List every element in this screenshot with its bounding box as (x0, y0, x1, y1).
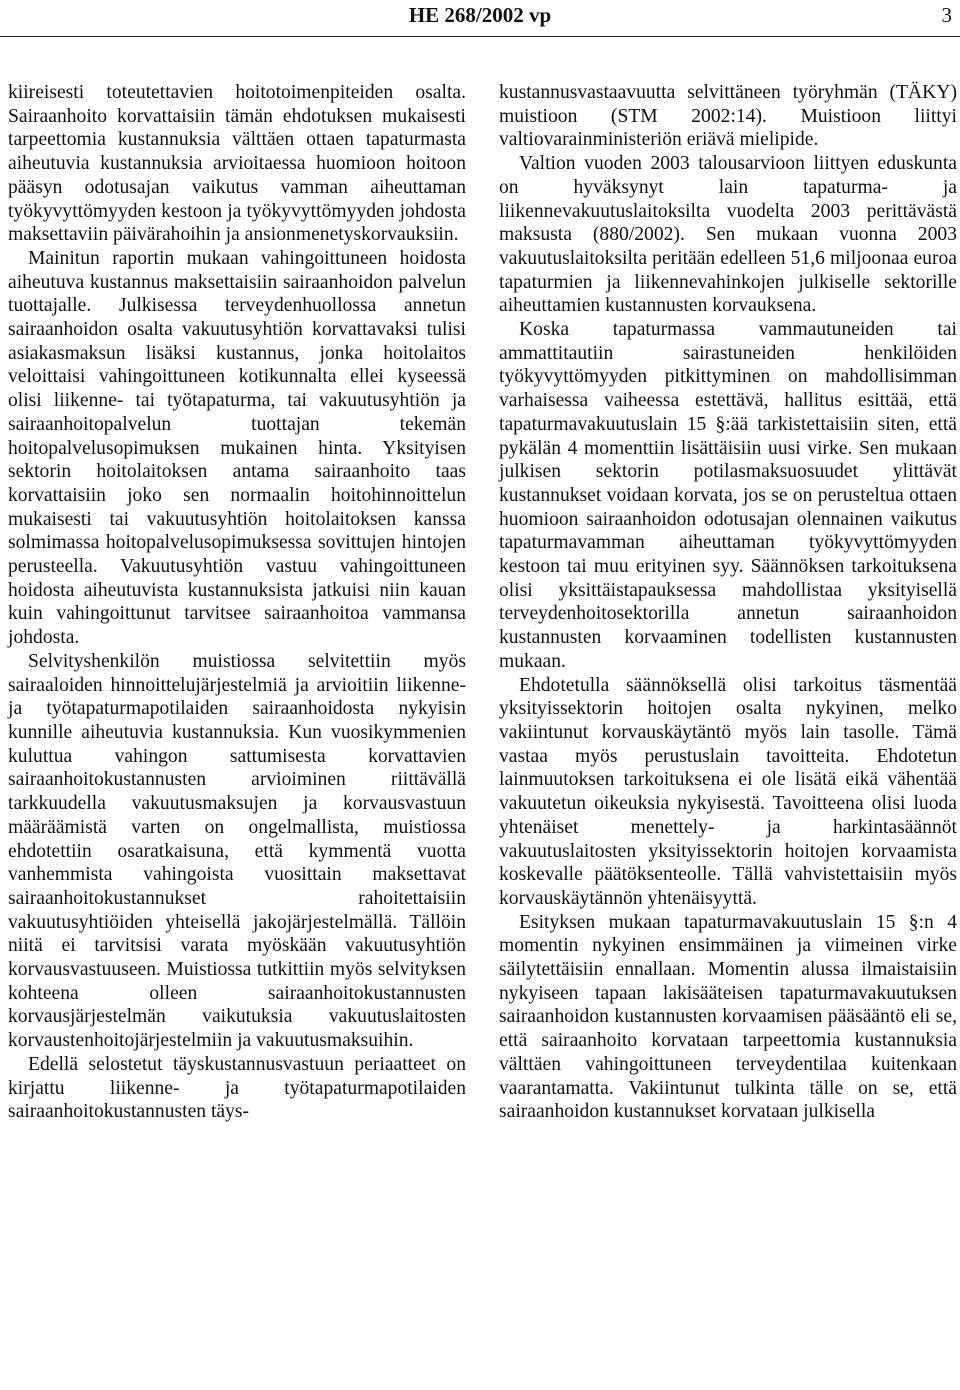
page-number: 3 (941, 3, 952, 27)
paragraph: Mainitun raportin mukaan vahingoittuneen hoidosta aiheutuva kustannus maksettaisiin sairaanhoidon palvelun tuottajalle. Julkisessa terveydenhuollossa annetun sairaanhoidon osalta vakuutusyhtiön korvattavaksi tulisi asiakasmaksun lisäksi kustannus, jonka hoitolaitos veloittaisi vahingoittuneen kotikunnalta ellei kyseessä olisi liikenne- tai työtapaturma, tai vakuutusyhtiön ja sairaanhoitopalvelun tuottajan tekemän hoitopalvelusopimuksen mukainen hinta. Yksityisen sektorin hoitolaitoksen antama sairaanhoito taas korvattaisiin joko sen normaalin hoitohinnoittelun mukaisesti tai vakuutusyhtiön hoitolaitoksen kanssa solmimassa hoitopalvelusopimuksessa sovittujen hintojen perusteella. Vakuutusyhtiön vastuu vahingoittuneen hoidosta aiheutuvista kustannuksista jatkuisi niin kauan kuin vahingoittunut tarvitsee sairaanhoitoa vammansa johdosta. (8, 247, 466, 649)
left-column (8, 81, 466, 1124)
page-header (0, 0, 960, 40)
document-identifier: HE 268/2002 vp (408, 3, 552, 27)
paragraph: Koska tapaturmassa vammautuneiden tai ammattitautiin sairastuneiden henkilöiden työkyvyttömyyden pitkittyminen on mahdollisimman varhaisessa vaiheessa estettävä, hallitus esittää, että tapaturmavakuutuslain 15 §:ää tarkistettaisiin siten, että pykälän 4 momenttiin lisättäisiin uusi virke. Sen mukaan julkisen sektorin potilasmaksuosuudet ylittävät kustannukset voidaan korvata, jos se on perusteltua ottaen huomioon sairaanhoidon odotusajan olennainen vaikutus tapaturmavamman aiheuttaman työkyvyttömyyden kestoon tai muu erityinen syy. Säännöksen tarkoituksena olisi yksittäistapauksessa mahdollistaa yksityisellä terveydenhoitosektorilla annetun sairaanhoidon kustannusten korvaaminen todellisten kustannusten mukaan. (499, 319, 957, 672)
paragraph: Valtion vuoden 2003 talousarvioon liittyen eduskunta on hyväksynyt lain tapaturma- ja liikennevakuutuslaitoksilta vuodelta 2003 perittävästä maksusta (880/2002). Sen mukaan vuonna 2003 vakuutuslaitoksilta peritään edelleen 51,6 miljoonaa euroa tapaturmien ja liikennevahinkojen julkiselle sektorille aiheuttamien kustannusten korvauksena. (499, 153, 957, 317)
paragraph: Selvityshenkilön muistiossa selvitettiin myös sairaaloiden hinnoittelujärjestelmiä ja arvioitiin liikenne- ja työtapaturmapotilaiden sairaanhoidosta nykyisin kunnille aiheutuvia kustannuksia. Kun vuosikymmenien kuluttua vahingon sattumisesta korvattavien sairaanhoitokustannusten arvioiminen riittävällä tarkkuudella vakuutusmaksujen ja korvausvastuun määräämistä varten on ongelmallista, muistiossa ehdotettiin osaratkaisuna, että kymmentä vuotta vanhemmista vahingoista vuosittain maksettavat sairaanhoitokustannukset rahoitettaisiin vakuutusyhtiöiden yhteisellä jakojärjestelmällä. Tällöin niitä ei tarvitsisi varata myöskään vakuutusyhtiön korvausvastuuseen. Muistiossa tutkittiin myös selvityksen kohteena olleen sairaanhoitokustannusten korvausjärjestelmän vaikutuksia vakuutuslaitosten korvaustenhoitojärjestelmiin ja vakuutusmaksuihin. (8, 650, 466, 1052)
paragraph: Edellä selostetut täyskustannusvastuun periaatteet on kirjattu liikenne- ja työtapaturmapotilaiden sairaanhoitokustannusten täys- (8, 1053, 466, 1123)
paragraph: Ehdotetulla säännöksellä olisi tarkoitus täsmentää yksityissektorin hoitojen osalta nykyinen, melko vakiintunut korvauskäytäntö myös lain tasolle. Tämä vastaa myös perustuslain tavoitteita. Ehdotetun lainmuutoksen tarkoituksena ei ole lisätä eikä vähentää vakuutetun oikeuksia nykyisestä. Tavoitteena olisi luoda yhtenäiset menettely- ja harkintasäännöt vakuutuslaitosten yksityissektorin hoitojen korvaamista koskevalle päätöksenteolle. Tällä vahvistettaisiin myös korvauskäytännön yhtenäisyyttä. (499, 674, 957, 909)
paragraph: Esityksen mukaan tapaturmavakuutuslain 15 §:n 4 momentin nykyinen ensimmäinen ja viimeinen virke säilytettäisiin ennallaan. Momentin alussa ilmaistaisiin nykyiseen tapaan lakisääteisen tapaturmavakuutuksen sairaanhoidon kustannusten korvaamisen pääsääntö eli se, että sairaanhoito korvataan tarpeettomia kustannuksia välttäen vahingoittuneen terveydentilaa kuitenkaan vaarantamatta. Vakiintunut tulkinta tälle on se, että sairaanhoidon kustannukset korvataan julkisella (499, 911, 957, 1123)
paragraph: kiireisesti toteutettavien hoitotoimenpiteiden osalta. Sairaanhoito korvattaisiin tämän ehdotuksen mukaisesti tarpeettomia kustannuksia välttäen ottaen tapaturmasta aiheutuvia kustannuksia arvioitaessa huomioon hoitoon pääsyn odotusajan vaikutus vamman aiheuttaman työkyvyttömyyden kestoon ja työkyvyttömyyden johdosta maksettaviin päivärahoihin ja ansionmenetyskorvauksiin. (8, 82, 466, 246)
right-column (499, 81, 957, 1124)
header-divider (0, 36, 960, 37)
paragraph: kustannusvastaavuutta selvittäneen työryhmän (TÄKY) muistioon (STM 2002:14). Muistioon liittyi valtiovarainministeriön eriävä mielipide. (499, 82, 957, 151)
